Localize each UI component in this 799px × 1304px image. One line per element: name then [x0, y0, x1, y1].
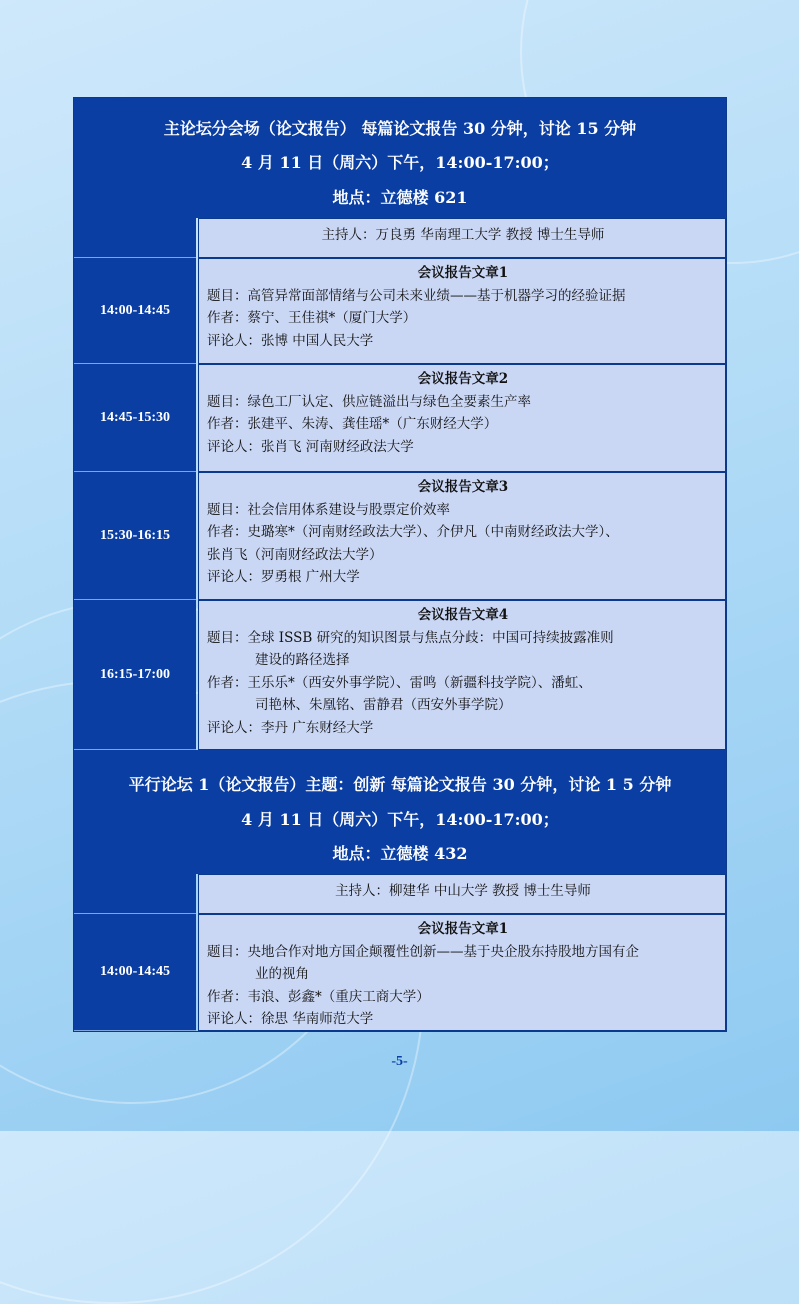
session-title: 会议报告文章1 — [417, 265, 509, 281]
paper-authors-cont: 司艳林、朱凰铭、雷静君（西安外事学院） — [255, 697, 512, 713]
forum1-time: 4 月 11 日（周六）下午，14:00-17:00； — [241, 153, 559, 172]
forum1-location: 地点：立德楼 621 — [332, 188, 468, 207]
session-title: 会议报告文章1 — [417, 921, 509, 937]
paper-title-cont: 建设的路径选择 — [255, 652, 350, 668]
session-time: 16:15-17:00 — [74, 600, 196, 750]
paper-title: 题目：绿色工厂认定、供应链溢出与绿色全要素生产率 — [207, 393, 531, 410]
schedule-table — [73, 97, 727, 1032]
session-content — [198, 472, 726, 600]
session-title: 会议报告文章3 — [417, 479, 509, 495]
session-time: 14:00-14:45 — [74, 258, 196, 364]
session-title: 会议报告文章2 — [417, 371, 509, 387]
paper-title: 题目：全球 ISSB 研究的知识图景与焦点分歧：中国可持续披露准则 — [207, 629, 614, 646]
forum2-title: 平行论坛 1（论文报告）主题：创新 每篇论文报告 30 分钟，讨论 1 5 分钟 — [128, 775, 672, 794]
forum1-host-row — [74, 218, 726, 258]
paper-authors: 作者：蔡宁、王佳祺*（厦门大学） — [207, 310, 417, 326]
paper-discussant: 评论人：李丹 广东财经大学 — [207, 719, 374, 736]
paper-discussant: 评论人：张肖飞 河南财经政法大学 — [207, 438, 414, 455]
session-row — [74, 472, 726, 600]
paper-authors: 作者：王乐乐*（西安外事学院）、雷鸣（新疆科技学院）、潘虹、 — [207, 674, 592, 691]
paper-authors: 作者：张建平、朱涛、龚佳瑶*（广东财经大学） — [207, 416, 498, 432]
paper-title: 题目：央地合作对地方国企颠覆性创新——基于央企股东持股地方国有企 — [207, 943, 639, 960]
session-time: 14:00-14:45 — [74, 914, 196, 1031]
paper-authors-cont: 张肖飞（河南财经政法大学） — [207, 546, 383, 563]
session-row — [74, 258, 726, 364]
paper-discussant: 评论人：罗勇根 广州大学 — [207, 569, 360, 585]
paper-authors: 作者：史璐寒*（河南财经政法大学）、介伊凡（中南财经政法大学）、 — [207, 524, 619, 540]
forum1-header — [74, 98, 726, 218]
session-content — [198, 258, 726, 364]
session-time: 15:30-16:15 — [74, 472, 196, 600]
paper-title: 题目：社会信用体系建设与股票定价效率 — [207, 501, 450, 518]
session-row — [74, 600, 726, 750]
session-content — [198, 600, 726, 750]
paper-discussant: 评论人：徐思 华南师范大学 — [207, 1011, 374, 1027]
forum2-host: 主持人：柳建华 中山大学 教授 博士生导师 — [198, 874, 726, 914]
forum1-title: 主论坛分会场（论文报告） 每篇论文报告 30 分钟，讨论 15 分钟 — [163, 119, 637, 138]
forum2-location: 地点：立德楼 432 — [332, 844, 468, 863]
paper-title-cont: 业的视角 — [255, 966, 309, 982]
session-content — [198, 364, 726, 472]
paper-title: 题目：高管异常面部情绪与公司未来业绩——基于机器学习的经验证据 — [207, 287, 626, 304]
paper-discussant: 评论人：张博 中国人民大学 — [207, 332, 374, 349]
session-row — [74, 914, 726, 1031]
session-title: 会议报告文章4 — [417, 607, 509, 623]
paper-authors: 作者：韦浪、彭鑫*（重庆工商大学） — [207, 988, 430, 1005]
forum2-header — [74, 750, 726, 874]
session-time: 14:45-15:30 — [74, 364, 196, 472]
session-content — [198, 914, 726, 1031]
forum1-host: 主持人：万良勇 华南理工大学 教授 博士生导师 — [198, 218, 726, 258]
forum2-host-row — [74, 874, 726, 914]
empty-time-cell — [74, 874, 196, 914]
empty-time-cell — [74, 218, 196, 258]
forum2-time: 4 月 11 日（周六）下午，14:00-17:00； — [241, 810, 559, 829]
session-row — [74, 364, 726, 472]
page-number: -5- — [391, 1054, 408, 1069]
